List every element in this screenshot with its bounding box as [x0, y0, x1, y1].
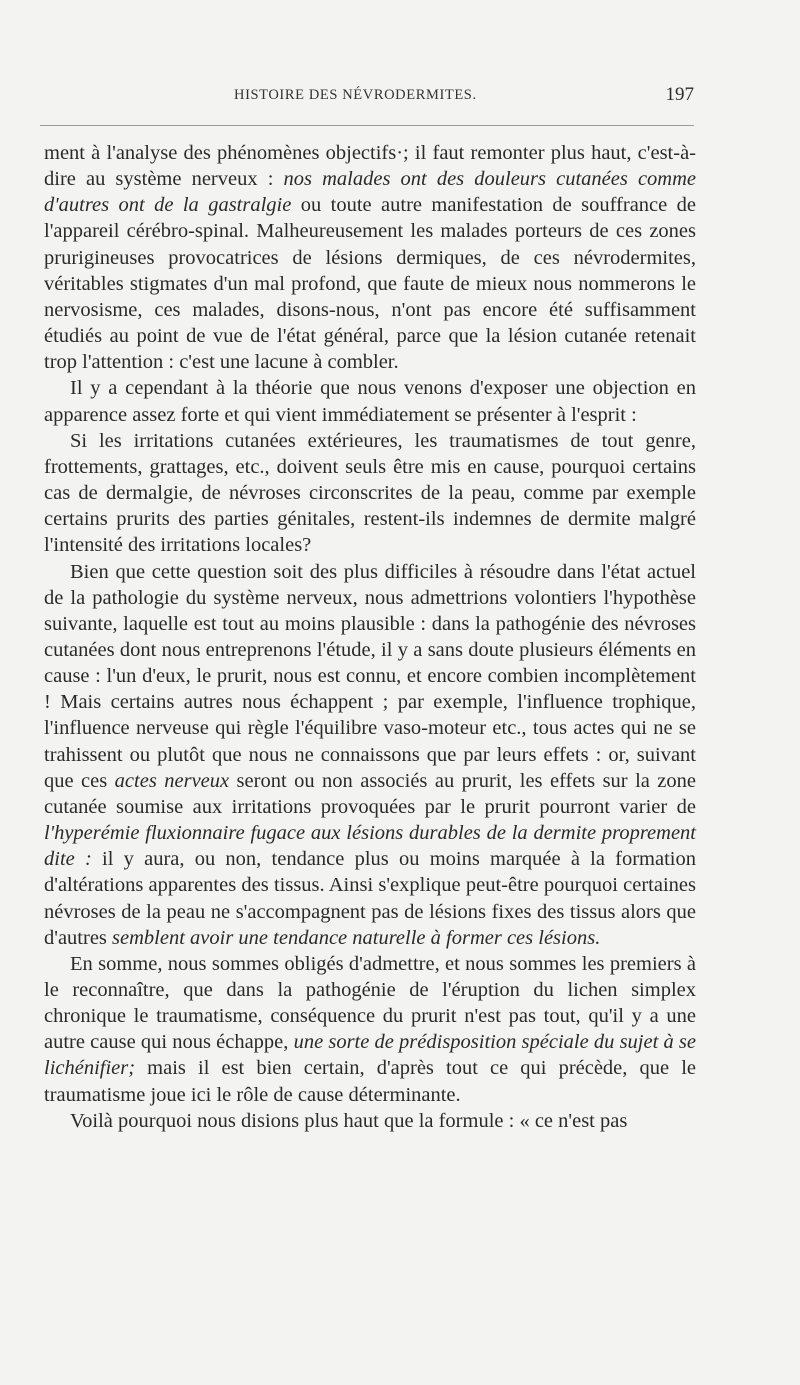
- page-header: [44, 84, 694, 112]
- italic-text: semblent avoir une tendance naturelle à former ces lésions.: [112, 926, 601, 949]
- text-run: Il y a cependant à la théorie que nous venons d'exposer une objection en apparence assez forte et qui vient immédiatement se présenter à l'esprit :: [44, 377, 696, 426]
- page-number: 197: [665, 84, 694, 105]
- text-run: il y aura, ou non, tendance plus ou moins marquée à la formation d'altérations apparentes des tissus. Ainsi s'explique peut-être pourquoi certaines névroses de la peau ne s'accompagnent pas de lésions fixes des tissus alors que d'autres: [44, 848, 696, 949]
- italic-text: actes nerveux: [114, 769, 230, 792]
- text-run: ment à l'analyse des phénomènes objectifs·; il faut remonter plus haut, c'est-à-dire au système nerveux :: [44, 142, 696, 191]
- italic-text: nos malades ont des douleurs cutanées comme d'autres ont de la gastralgie: [44, 168, 696, 217]
- paragraph: [44, 428, 696, 559]
- body-text: [44, 140, 696, 1134]
- paragraph: [44, 1108, 696, 1134]
- paragraph: [44, 140, 696, 375]
- paragraph: [44, 559, 696, 951]
- text-run: Voilà pourquoi nous disions plus haut que la formule : « ce n'est pas: [70, 1109, 628, 1132]
- running-title: HISTOIRE DES NÉVRODERMITES.: [234, 87, 477, 103]
- italic-text: l'hyperémie fluxionnaire fugace aux lésions durables de la dermite proprement dite :: [44, 822, 696, 871]
- text-run: En somme, nous sommes obligés d'admettre, et nous sommes les premiers à le reconnaître, que dans la pathogénie de l'éruption du lichen simplex chronique le traumatisme, conséquence du prurit n'est pas tout, qu'il y a une autre cause qui nous échappe,: [44, 952, 696, 1054]
- paragraph: [44, 951, 696, 1108]
- text-run: Bien que cette question soit des plus difficiles à résoudre dans l'état actuel de la pathologie du système nerveux, nous admettrions volontiers l'hypothèse suivante, laquelle est tout au moins plausible : dans la pathogénie des névroses cutanées dont nous entreprenons l'étude, il y a sans doute plusieurs éléments en cause : l'un d'eux, le prurit, nous est connu, et encore combien incomplètement ! Mais certains autres nous échappent ; par exemple, l'influence trophique, l'influence nerveuse qui règle l'équilibre vaso-moteur etc., tous actes qui ne se trahissent ou plutôt que nous ne connaissons que par leurs effets : or, suivant que ces: [44, 560, 696, 792]
- header-rule: [40, 125, 694, 126]
- text-run: ou toute autre manifestation de souffrance de l'appareil cérébro-spinal. Malheureusement les malades porteurs de ces zones prurigineuses provocatrices de lésions dermiques, de ces névrodermites, véritables stigmates d'un mal profond, que faute de mieux nous nommerons le nervosisme, ces malades, disons-nous, n'ont pas encore été suffisamment étudiés au point de vue de l'état général, parce que la lésion cutanée retenait trop l'attention : c'est une lacune à combler.: [44, 194, 696, 374]
- text-run: Si les irritations cutanées extérieures, les traumatismes de tout genre, frottements, grattages, etc., doivent seuls être mis en cause, pourquoi certains cas de dermalgie, de névroses circonscrites de la peau, comme par exemple certains prurits des parties génitales, restent-ils indemnes de dermite malgré l'intensité des irritations locales?: [44, 429, 696, 557]
- italic-text: une sorte de prédisposition spéciale du sujet à se lichénifier;: [44, 1031, 696, 1080]
- text-run: mais il est bien certain, d'après tout ce qui précède, que le traumatisme joue ici le rôle de cause déterminante.: [44, 1057, 696, 1106]
- paragraph: [44, 375, 696, 427]
- text-run: seront ou non associés au prurit, les effets sur la zone cutanée soumise aux irritations provoquées par le prurit pourront varier de: [44, 769, 696, 818]
